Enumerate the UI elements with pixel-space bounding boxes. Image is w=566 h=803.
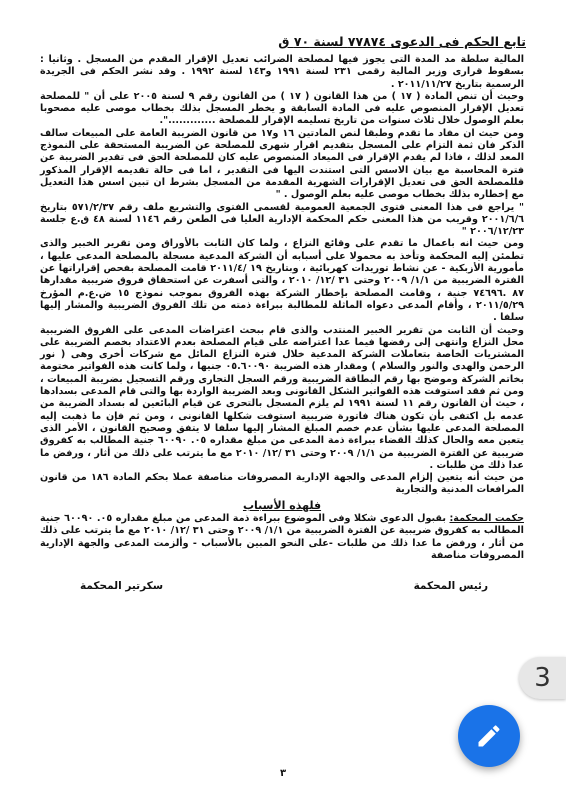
paragraph: ومن حيث ان مفاد ما تقدم وطبقا لنص المادتين ١٦ و١٧ من قانون الضريبة العامة على المبيعات سالف الذكر فان ثمة التزام على المسجل بتقديم اقرار شهرى للمصلحة عن الضريبة المستحقة على النموذج المعد لذلك ، فاذا لم يقدم الإقرار فى الميعاد المنصوص عليه كان للمصلحة الحق فى تقدير الضريبة عن فترة المحاسبة مع بيان الاسس التى استندت اليها فى التقدير ، اما فى حالة تقديمه الإقرار المذكور فللمصلحة الحق فى تعديل الإقرارات الشهرية المقدمة من المسجل بشرط ان تبين اسس هذا التعديل مع إخطاره بذلك بخطاب موصى عليه بعلم الوصول . " (40, 127, 524, 201)
section-title: فلهذه الأسباب (242, 498, 322, 512)
pencil-icon (475, 722, 503, 750)
document-header: تابع الحكم فى الدعوى ٧٧٨٧٤ لسنة ٧٠ ق (278, 34, 526, 49)
paragraph: ومن حيث انه باعمال ما تقدم على وقائع النزاع ، ولما كان الثابت بالأوراق ومن تقرير الخبير والذى تطمئن إليه المحكمة وتأخذ به محمولا على أسبابه أن الشركة المدعية مسجلة بالمصلحة المدعى عليها ، مأمورية الأزبكية - عن نشاط توريدات كهربائية ، وبتاريخ ١٩ /٢٠١١/٤ قامت المصلحة بفحص إقراراتها عن الفترة الضريبية من ١/١/ ٢٠٠٩ وحتى ٣١ /١٢/ ٢٠١٠ ، والتى أسفرت عن استحقاق فروق ضريبية مقدارها ٨٧ .٧٤٦٩٦ جنية ، وقامت المصلحة بإخطار الشركة بهذه الفروق بموجب نموذج ١٥ ض.ع.م المؤرخ ٢٠١١/٥/٢٩ ، وأقام المدعى دعواه الماثلة للمطالبة ببراءة ذمته من تلك الفروق الضريبية والمشار إليها سلفا . (40, 238, 524, 324)
paragraph: من حيث أنه يتعين إلزام المدعى والجهة الإدارية المصروفات مناصفة عملا بحكم المادة ١٨٦ من قانون المرافعات المدنية والتجارية (40, 472, 524, 496)
paragraph: المالية سلطة مد المدة التى يجوز فيها لمصلحة الضرائب تعديل الإقرار المقدم من المسجل . وثانيا : بسقوط قرارى وزير المالية رقمى ٢٣١ لسنة ١٩٩١ و١٤٣ لسنة ١٩٩٢ . وقد نشر الحكم فى الجريدة الرسمية بتاريخ ٢٠١١/١١/٢٧ . (40, 54, 524, 90)
document-body (40, 54, 524, 562)
paragraph: وحيث أن الثابت من تقرير الخبير المنتدب والذى قام ببحث اعتراضات المدعى على الفروق الضريبية محل النزاع وانتهى إلى رفضها فيما عدا اعتراضه على قيام المصلحة بعدم الاعتداد بخصم الضريبة على المشتريات الخاصة بتعاملات الشركة المدعية خلال فترة النزاع المائل مع شركات أخرى وهى ( نور الرحمن والهدى والنور والسلام ) ومقدار هذه الضريبة ٠٥.٦٠٠٩٠ جنيها ، ولما كانت هذه الفواتير مختومة بخاتم الشركة وموضح بها رقم البطاقة الضريبية ورقم السجل التجارى ورقم التسجيل بضريبة المبيعات ، ومن ثم فقد استوفت هذه الفواتير الشكل القانونى وبعد الضريبة الواردة بها والتى قام المدعى بسدادها ، حيث أن القانون رقم ١١ لسنة ١٩٩١ لم يلزم المسجل بالتحرى عن قيام البائعين له بسداد الضريبة من عدمه بل اكتفى بأن تكون هناك فاتورة ضريبية استوفت شكلها القانونى ، ومن ثم فإن ما ذهبت إليه المصلحة المدعى عليها بشأن عدم خصم المبلغ المشار إليها سلفا لا يتفق وصحيح القانون ، الأمر الذى يتعين معه والحال كذلك القضاء ببراءة ذمة المدعى من مبلغ مقداره ٠٥. ٦٠٠٩٠ جنية المطالب به كفروق ضريبية عن الفترة الضريبية من ١/١/ ٢٠٠٩ وحتى ٣١ /١٢/ ٢٠١٠ مع ما يترتب على ذلك من أثار ، ورفض ما عدا ذلك من طلبات . (40, 324, 525, 471)
signature-row (80, 580, 488, 592)
verdict-label: حكمت المحكمة: (449, 512, 524, 524)
page-number: ٣ (279, 768, 287, 779)
edit-button[interactable] (458, 705, 520, 767)
paragraph: وحيث أن تنص المادة ( ١٧ ) من هذا القانون ( ١٧ ) من القانون رقم ٩ لسنة ٢٠٠٥ على أن " للمصلحة تعديل الإقرار المنصوص عليه فى المادة السابقة و يخطر المسجل بذلك بخطاب موصى عليه مصحوبا بعلم الوصول خلال ثلاث سنوات من تاريخ تسليمه الإقرار للمصلحة .............". (40, 90, 524, 127)
page-indicator-badge[interactable]: 3 (519, 657, 566, 699)
paragraph: " يراجع فى هذا المعنى فتوى الجمعية العمومية لقسمى الفتوى والتشريع ملف رقم ٥٧١/٢/٣٧ بتاريخ ٢٠٠١/٦/٦ وقريب من هذا المعنى حكم المحكمة الإدارية العليا فى الطعن رقم ١١٤٦ لسنة ٤٨ ق.ع جلسة ٢٠٠٦/١٢/٢٣ " (40, 201, 524, 238)
verdict-paragraph (40, 513, 524, 562)
court-secretary-signature: سكرتير المحكمة (80, 580, 164, 592)
verdict-text: بقبول الدعوى شكلا وفى الموضوع ببراءة ذمة المدعى من مبلغ مقداره ٠٥. ٦٠٠٩٠ جنية المطالب به كفروق ضريبية عن الفترة الضريبية من ١/١/ ٢٠٠٩ وحتى ٣١ /١٢/ ٢٠١٠ مع ما يترتب على ذلك من أثار ، ورفض ما عدا ذلك من طلبات -على النحو المبين بالأسباب - وألزمت المدعى والجهة الإدارية المصروفات مناصفة (40, 512, 524, 561)
court-president-signature: رئيس المحكمة (413, 580, 488, 592)
